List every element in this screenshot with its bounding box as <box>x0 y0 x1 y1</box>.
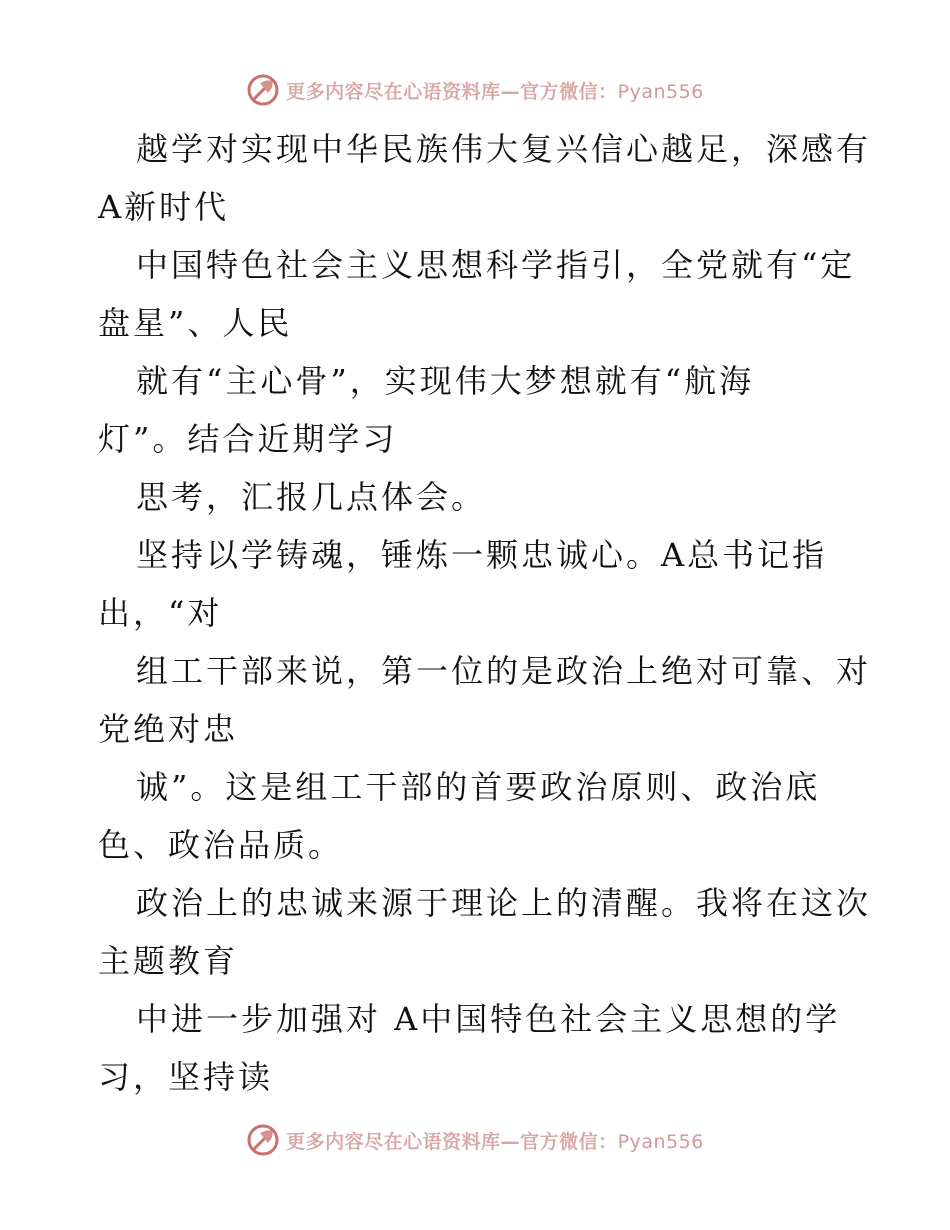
watermark-wechat-id: Pyan556 <box>617 80 704 103</box>
text-line: 组工干部来说，第一位的是政治上绝对可靠、对 <box>136 652 872 690</box>
text-line: 灯”。结合近期学习 <box>98 420 398 458</box>
watermark-header <box>0 70 950 110</box>
document-body <box>98 120 872 1106</box>
quill-logo-icon <box>246 73 280 107</box>
text-line: 诚”。这是组工干部的首要政治原则、政治底 <box>136 768 821 806</box>
text-line: 习，坚持读 <box>98 1058 274 1096</box>
watermark-text: 更多内容尽在心语资料库—官方微信：Pyan556 <box>286 80 704 103</box>
text-line: 盘星”、人民 <box>98 304 293 342</box>
text-line: A新时代 <box>98 188 230 226</box>
text-line: 政治上的忠诚来源于理论上的清醒。我将在这次 <box>136 884 872 922</box>
text-line: 思考，汇报几点体会。 <box>136 478 487 516</box>
watermark-text: 更多内容尽在心语资料库—官方微信：Pyan556 <box>286 1130 704 1153</box>
text-line: 主题教育 <box>98 942 239 980</box>
text-line: 色、政治品质。 <box>98 826 344 864</box>
text-line: 就有“主心骨”，实现伟大梦想就有“航海 <box>136 362 755 400</box>
text-line: 越学对实现中华民族伟大复兴信心越足，深感有 <box>136 130 872 168</box>
watermark-footer <box>0 1120 950 1160</box>
text-line: 出，“对 <box>98 594 223 632</box>
text-line: 中国特色社会主义思想科学指引，全党就有“定 <box>136 246 856 284</box>
watermark-wechat-id: Pyan556 <box>617 1130 704 1153</box>
text-line: 党绝对忠 <box>98 710 239 748</box>
text-line: 坚持以学铸魂，锤炼一颗忠诚心。A总书记指 <box>136 536 828 574</box>
text-line: 中进一步加强对 A中国特色社会主义思想的学 <box>136 1000 841 1038</box>
quill-logo-icon <box>246 1123 280 1157</box>
